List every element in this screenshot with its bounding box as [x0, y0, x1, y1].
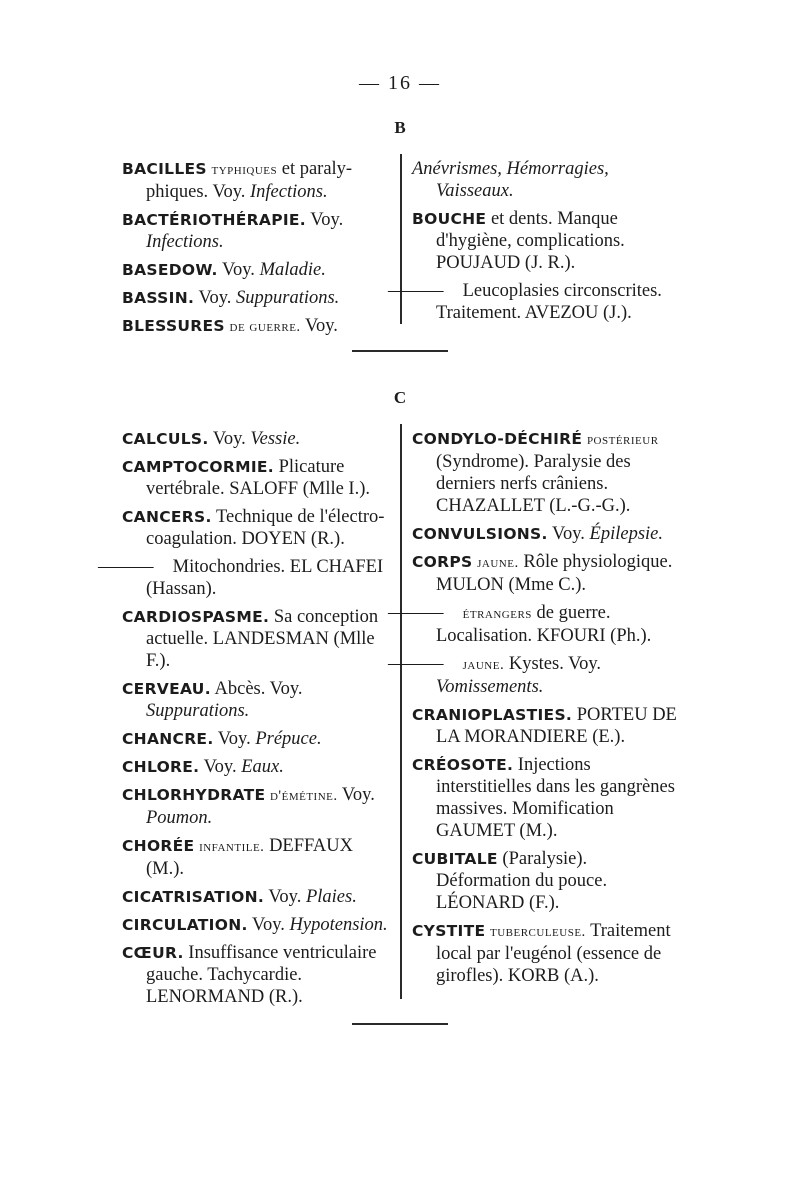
column-c-right [388, 428, 684, 993]
entry-headword: CAMPTOCORMIE. [122, 458, 274, 476]
entry-text: Voy. [547, 524, 590, 544]
entry-headword: BOUCHE [412, 210, 487, 228]
entry-reference: Vomissements. [436, 677, 544, 697]
index-subentry [388, 602, 684, 647]
entry-headword: BASSIN. [122, 289, 195, 307]
entry-text: Voy. [264, 887, 306, 907]
index-entry [122, 728, 392, 750]
entry-headword: CORPS [412, 553, 473, 571]
section-letter-b: B [394, 118, 406, 137]
entry-qualifier: infantile. [199, 839, 265, 855]
entry-text: Voy. [208, 429, 251, 449]
entry-headword: BACTÉRIOTHÉRAPIE. [122, 211, 306, 229]
index-subentry [388, 280, 684, 324]
index-entry [412, 158, 684, 202]
repeat-dash: ——— [98, 557, 154, 577]
index-subentry [388, 653, 684, 698]
entry-text: Abcès. Voy. [210, 679, 303, 699]
entry-qualifier: jaune. [462, 657, 505, 673]
entry-text: et dents. Manque d'hygiène, complications. POUJAUD (J. R.). [436, 209, 625, 273]
page-number: — 16 — [359, 72, 441, 94]
entry-headword: CRANIOPLASTIES. [412, 706, 573, 724]
column-b-left [122, 158, 392, 344]
index-entry [122, 606, 392, 672]
entry-qualifier: jaune. [477, 555, 519, 571]
entry-reference: Hypotension. [289, 915, 388, 935]
index-entry [122, 158, 392, 203]
index-entry [122, 259, 392, 281]
entry-text: Injections interstitielles dans les gangrènes massives. Momification GAUMET (M.). [436, 755, 675, 841]
entry-headword: CHORÉE [122, 837, 195, 855]
index-entry [122, 209, 392, 253]
entry-text: Technique de l'électro-coagulation. DOYEN (R.). [146, 507, 385, 549]
entry-headword: CRÉOSOTE. [412, 756, 514, 774]
column-divider [400, 424, 402, 999]
entry-reference: Eaux. [241, 757, 284, 777]
entry-headword: BACILLES [122, 160, 207, 178]
entry-headword: CHANCRE. [122, 730, 214, 748]
entry-headword: CONVULSIONS. [412, 525, 548, 543]
index-entry [412, 754, 684, 842]
repeat-dash: ——— [388, 281, 444, 301]
entry-qualifier: tuberculeuse. [490, 924, 586, 940]
entry-reference: Vessie. [250, 429, 301, 449]
entry-headword: CHLORHYDRATE [122, 786, 266, 804]
entry-headword: CONDYLO-DÉCHIRÉ [412, 430, 583, 448]
entry-headword: BLESSURES [122, 317, 225, 335]
index-entry [122, 506, 392, 550]
entry-text: Voy. [213, 729, 256, 749]
entry-headword: CHLORE. [122, 758, 200, 776]
entry-text: Voy. [199, 757, 242, 777]
entry-qualifier: de guerre. [229, 319, 301, 335]
entry-reference: Maladie. [259, 260, 326, 280]
section-letter-c: C [393, 388, 407, 407]
entry-text: Voy. [306, 210, 344, 230]
entry-reference: Infections. [250, 182, 328, 202]
entry-headword: CANCERS. [122, 508, 212, 526]
entry-text: Sa conception actuelle. LANDESMAN (Mlle F.). [146, 607, 379, 671]
index-entry [412, 551, 684, 596]
entry-text: Voy. [300, 316, 338, 336]
entry-text: et paraly-phiques. Voy. [146, 159, 353, 202]
index-entry [122, 756, 392, 778]
entry-headword: CIRCULATION. [122, 916, 248, 934]
index-entry [122, 835, 392, 880]
repeat-dash: ——— [388, 654, 444, 674]
repeat-dash: ——— [388, 603, 444, 623]
entry-text: Voy. [247, 915, 290, 935]
index-entry [122, 287, 392, 309]
entry-text: DEFFAUX (M.). [146, 836, 354, 879]
column-b-right [388, 158, 684, 330]
index-entry [412, 920, 684, 987]
index-entry [122, 942, 392, 1008]
entry-text: Kystes. Voy. [504, 654, 602, 674]
entry-qualifier: typhiques [211, 162, 278, 178]
entry-text: Plicature vertébrale. SALOFF (Mlle I.). [146, 457, 371, 499]
index-entry [122, 428, 392, 450]
entry-text: (Syndrome). Paralysie des derniers nerfs crâniens. CHAZALLET (L.-G.-G.). [436, 452, 631, 516]
entry-text: Voy. [337, 785, 375, 805]
entry-headword: CALCULS. [122, 430, 209, 448]
index-entry [122, 784, 392, 829]
index-entry [412, 208, 684, 274]
entry-reference: Prépuce. [255, 729, 322, 749]
index-entry [122, 456, 392, 500]
entry-headword: CARDIOSPASME. [122, 608, 270, 626]
index-entry [412, 523, 684, 545]
entry-reference: Anévrismes, Hémorragies, Vaisseaux. [412, 159, 609, 201]
entry-text: Voy. [194, 288, 236, 308]
index-entry [412, 848, 684, 914]
entry-text: de guerre. Localisation. KFOURI (Ph.). [436, 603, 652, 646]
entry-text: Voy. [217, 260, 260, 280]
entry-headword: BASEDOW. [122, 261, 218, 279]
index-entry [122, 315, 392, 338]
entry-headword: CŒUR. [122, 944, 184, 962]
entry-text: Rôle physiologique. MULON (Mme C.). [436, 552, 673, 595]
entry-reference: Suppurations. [146, 701, 250, 721]
entry-reference: Poumon. [146, 808, 213, 828]
section-rule [352, 350, 448, 352]
entry-headword: CUBITALE [412, 850, 498, 868]
entry-headword: CYSTITE [412, 922, 486, 940]
entry-text: Mitochondries. EL CHAFEI (Hassan). [146, 557, 384, 599]
entry-text: Traitement local par l'eugénol (essence de girofles). KORB (A.). [436, 921, 671, 986]
entry-text: Insuffisance ventriculaire gauche. Tachycardie. LENORMAND (R.). [146, 943, 377, 1007]
entry-text: Leucoplasies circonscrites. Traitement. AVEZOU (J.). [436, 281, 662, 323]
entry-qualifier: d'émétine. [269, 788, 338, 804]
index-entry [122, 678, 392, 722]
entry-text: PORTEU DE LA MORANDIERE (E.). [436, 705, 677, 747]
entry-reference: Infections. [146, 232, 224, 252]
index-subentry [98, 556, 392, 600]
index-entry [122, 914, 392, 936]
entry-headword: CERVEAU. [122, 680, 211, 698]
index-entry [122, 886, 392, 908]
index-entry [412, 704, 684, 748]
column-c-left [98, 428, 392, 1014]
entry-reference: Plaies. [305, 887, 357, 907]
index-entry [412, 428, 684, 517]
end-rule [352, 1023, 448, 1025]
entry-headword: CICATRISATION. [122, 888, 265, 906]
entry-qualifier: postérieur [586, 432, 659, 448]
entry-qualifier: étrangers [462, 606, 532, 622]
entry-reference: Suppurations. [236, 288, 340, 308]
entry-text: (Paralysie). Déformation du pouce. LÉONARD (F.). [436, 849, 608, 913]
entry-reference: Épilepsie. [589, 524, 664, 544]
